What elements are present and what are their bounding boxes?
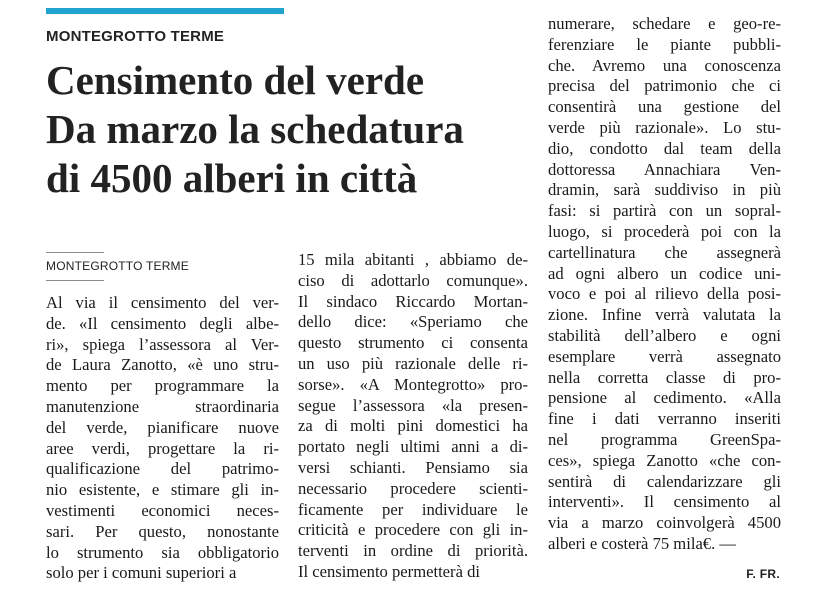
article-text-line: vestimenti economici neces- xyxy=(46,500,279,520)
headline-line: Censimento del verde xyxy=(46,57,425,103)
dateline-rule-bottom xyxy=(46,280,104,281)
article-text-line: che. Avremo una conoscenza xyxy=(548,55,781,75)
article-text-line: dio, condotto dal team della xyxy=(548,138,781,158)
article-text-line: necessario procedere scienti- xyxy=(298,478,528,498)
article-text-line: ces», spiega Zanotto «che con- xyxy=(548,450,781,470)
article-text-line: criticità e procedere con gli in- xyxy=(298,520,528,540)
article-text-line: dello dice: «Speriamo che xyxy=(298,312,528,332)
article-text-line: luogo, si procederà poi con la xyxy=(548,221,781,241)
article-column-1 xyxy=(46,293,279,584)
article-text-line: de Laura Zanotto, «è uno stru- xyxy=(46,355,279,375)
article-text-line: lo strumento sia obbligatorio xyxy=(46,542,279,562)
article-text-line: cartellinatura che assegnerà xyxy=(548,242,781,262)
article-text-line: nella corretta classe di pro- xyxy=(548,367,781,387)
author-signature: F. FR. xyxy=(746,567,780,581)
article-text-line: sorse». «A Montegrotto» pro- xyxy=(298,374,528,394)
article-text-line: via a marzo coinvolgerà 4500 xyxy=(548,513,781,533)
article-text-line: fasi: si partirà con un sopral- xyxy=(548,201,781,221)
article-text-line: solo per i comuni superiori a xyxy=(46,563,237,583)
article-text-line: ficamente per individuare le xyxy=(298,499,528,519)
dateline-rule-top xyxy=(46,252,104,253)
article-text-line: questo strumento ci consenta xyxy=(298,333,528,353)
article-text-line: stabilità dell’albero e ogni xyxy=(548,325,781,345)
article-text-line: consentirà una gestione del xyxy=(548,97,781,117)
article-text-line: numerare, schedare e geo-re- xyxy=(548,14,781,33)
article-text-line: pensione al cedimento. «Alla xyxy=(548,388,781,408)
article-text-line: ri», spiega l’assessora al Ver- xyxy=(46,334,279,354)
article-text-line: esemplare verrà assegnato xyxy=(548,346,781,366)
article-text-line: nel programma GreenSpa- xyxy=(548,429,781,449)
article-text-line: Al via il censimento del ver- xyxy=(46,293,279,312)
article-text-line: Il sindaco Riccardo Mortan- xyxy=(298,291,528,311)
article-text-line: ferenziare le piante pubbli- xyxy=(548,34,781,54)
article-text-line: interventi». Il censimento al xyxy=(548,492,781,512)
article-text-line: sari. Per questo, nonostante xyxy=(46,521,279,541)
article-text-line: 15 mila abitanti , abbiamo de- xyxy=(298,250,528,269)
article-text-line: mento per programmare la xyxy=(46,376,279,396)
article-text-line: del verde, pianificare nuove xyxy=(46,417,279,437)
article-text-line: ad ogni albero un codice uni- xyxy=(548,263,781,283)
article-text-line: versi schianti. Pensiamo sia xyxy=(298,457,528,477)
article-text-line: fine i dati verranno inseriti xyxy=(548,409,781,429)
article-text-line: portato negli ultimi anni a di- xyxy=(298,437,528,457)
article-text-line: terventi in ordine di priorità. xyxy=(298,541,528,561)
article-text-line: dottoressa Annachiara Ven- xyxy=(548,159,781,179)
article-text-line: segue l’assessora «la presen- xyxy=(298,395,528,415)
article-text-line: ciso di adottarlo comunque». xyxy=(298,270,528,290)
article-text-line: de. «Il censimento degli albe- xyxy=(46,313,279,333)
headline-line: Da marzo la schedatura xyxy=(46,106,464,152)
headline-line: di 4500 alberi in città xyxy=(46,155,418,201)
kicker: MONTEGROTTO TERME xyxy=(46,28,225,45)
article-text-line: aree verdi, progettare la ri- xyxy=(46,438,279,458)
article-text-line: verde più razionale». Lo stu- xyxy=(548,117,781,137)
article-text-line: nio esistente, e stimare gli in- xyxy=(46,480,279,500)
article-text-line: un uso più razionale delle ri- xyxy=(298,353,528,373)
article-text-line: zione. Infine verrà valutata la xyxy=(548,305,781,325)
dateline: MONTEGROTTO TERME xyxy=(46,259,189,273)
article-text-line: manutenzione straordinaria xyxy=(46,396,279,416)
article-text-line: voco e poi al rilievo della posi- xyxy=(548,284,781,304)
article-text-line: Il censimento permetterà di xyxy=(298,561,480,581)
article-text-line: alberi e costerà 75 mila€. — xyxy=(548,533,736,553)
article-text-line: za di molti pini domestici ha xyxy=(298,416,528,436)
article-text-line: qualificazione del patrimo- xyxy=(46,459,279,479)
article-text-line: precisa del patrimonio che ci xyxy=(548,76,781,96)
accent-bar xyxy=(46,8,284,14)
article-column-2 xyxy=(298,250,528,583)
article-text-line: sentirà di calendarizzare gli xyxy=(548,471,781,491)
headline xyxy=(46,56,546,203)
article-column-3 xyxy=(548,14,781,555)
article-text-line: dramin, sarà suddiviso in più xyxy=(548,180,781,200)
